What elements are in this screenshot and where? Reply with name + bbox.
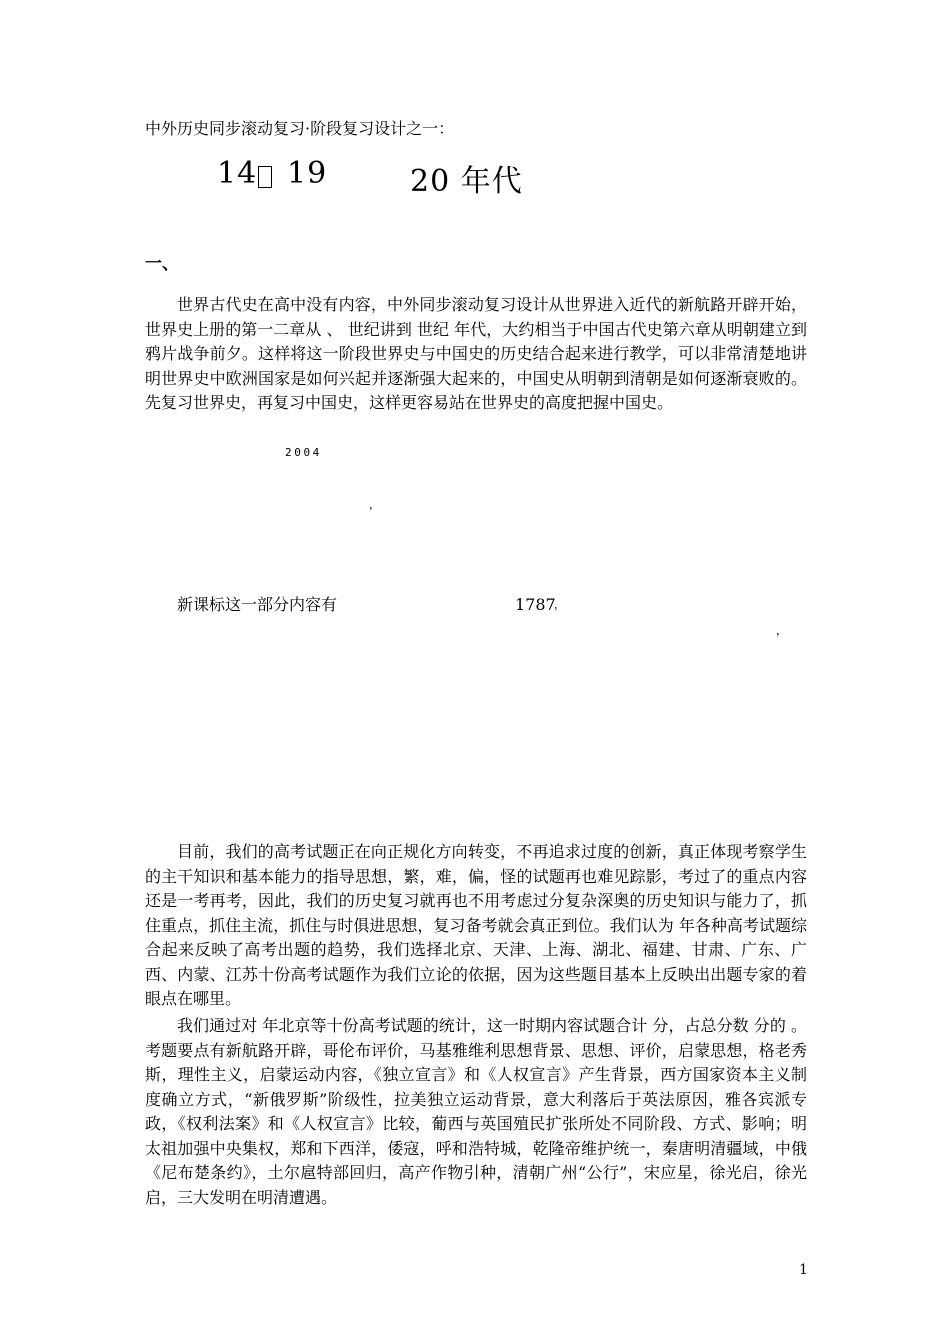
garbled-line: ， bbox=[369, 498, 383, 511]
garbled-line: 2004 bbox=[285, 446, 322, 459]
garbled-line: ， bbox=[554, 598, 568, 611]
section1-paragraph bbox=[145, 293, 807, 416]
section1-paragraph-text: 世界古代史在高中没有内容，中外同步滚动复习设计从世界进入近代的新航路开辟开始，世界史上册的第一二章从 、 世纪讲到 世纪 年代，大约相当于中国古代史第六章从明朝建立到鸦片战争前夕。这样将这一阶段世界史与中国史的历史结合起来进行教学，可以非常清楚地讲明世界史中欧洲国家是如何兴起并逐渐强大起来的，中国史从明朝到清朝是如何逐渐衰败的。先复习世界史，再复习中国史，这样更容易站在世界史的高度把握中国史。 bbox=[145, 295, 807, 412]
missing-glyph-box bbox=[258, 166, 272, 188]
section3-paragraph1-text: 目前，我们的高考试题正在向正规化方向转变，不再追求过度的创新，真正体现考察学生的主干知识和基本能力的指导思想，繁，难，偏，怪的试题再也难见踪影，考过了的重点内容还是一考再考，因此，我们的历史复习就再也不用考虑过分复杂深奥的历史知识与能力了，抓住重点，抓住主流，抓住与时俱进思想，复习备考就会真正到位。我们认为 年各种高考试题综合起来反映了高考出题的趋势，我们选择北京、天津、上海、湖北、福建、甘肃、广东、广西、内蒙、江苏十份高考试题作为我们立论的依据，因为这些题目基本上反映出出题专家的着眼点在哪里。 bbox=[145, 842, 807, 1008]
section2-line: 新课标这一部分内容有 bbox=[177, 595, 338, 614]
garbled-line: 1787 bbox=[515, 595, 556, 614]
title-part2: 19 bbox=[287, 156, 328, 191]
section1-heading-prefix: 一、 bbox=[145, 254, 179, 274]
section3-paragraph1 bbox=[145, 840, 807, 1012]
garbled-line: ， bbox=[776, 624, 790, 637]
title-part3: 20 年代 bbox=[410, 164, 523, 199]
section3-paragraph2-text: 我们通过对 年北京等十份高考试题的统计，这一时期内容试题合计 分，占总分数 分的 。考题要点有新航路开辟，哥伦布评价，马基雅维利思想背景、思想、评价，启蒙思想，格老秀斯，理性主义，启蒙运动内容，《独立宣言》和《人权宣言》产生背景，西方国家资本主义制度确立方式，“新俄罗斯”阶级性，拉美独立运动背景，意大利落后于英法原因，雅各宾派专政，《权利法案》和《人权宣言》比较，葡西与英国殖民扩张所处不同阶段、方式、影响；明太祖加强中央集权，郑和下西洋，倭寇，呼和浩特城，乾隆帝维护统一，秦唐明清疆域，中俄《尼布楚条约》，土尔扈特部回归，高产作物引种，清朝广州“公行”，宋应星，徐光启，徐光启，三大发明在明清遭遇。 bbox=[145, 1016, 807, 1207]
header-line: 中外历史同步滚动复习·阶段复习设计之一： bbox=[145, 119, 455, 138]
section3-paragraph2 bbox=[145, 1014, 807, 1210]
title-part1: 14 bbox=[217, 156, 258, 191]
page-number: 1 bbox=[799, 1262, 808, 1278]
